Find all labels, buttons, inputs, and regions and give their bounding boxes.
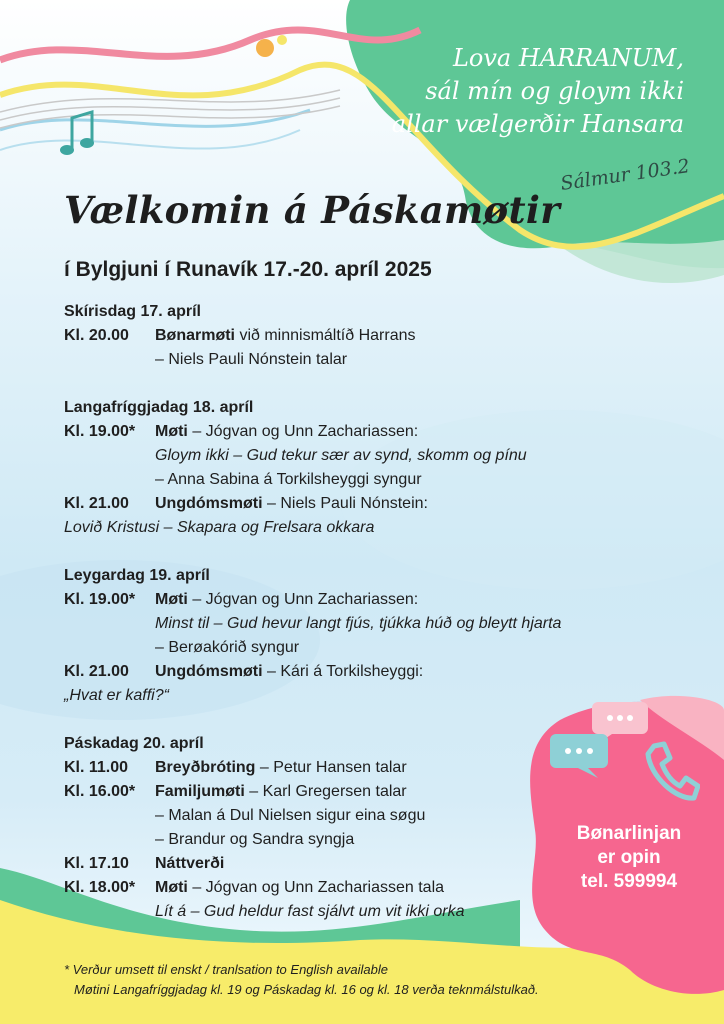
prayer-line-phone: tel. 599994 (580, 871, 678, 892)
event-row (64, 324, 564, 372)
event-extra: – Anna Sabina á Torkilsheyggi syngur (155, 471, 422, 488)
event-theme: Lovið Kristusi – Skapara og Frelsara okkara (64, 519, 375, 536)
event-description (155, 420, 564, 492)
event-row (64, 756, 564, 780)
page-title: Vælkomin á Páskamøtir (64, 188, 561, 232)
event-detail: – Jógvan og Unn Zachariassen tala (187, 879, 445, 896)
event-theme: „Hvat er kaffi?“ (64, 687, 169, 704)
day-name: Páskadag 20. apríl (64, 735, 204, 752)
event-name: Familjumøti (155, 783, 245, 800)
event-theme: Gloym ikki – Gud tekur sær av synd, skomm og pínu (155, 447, 527, 464)
event-theme: Minst til – Gud hevur langt fjús, tjúkka húð og bleytt hjarta (155, 615, 562, 632)
event-detail: – Jógvan og Unn Zachariassen: (187, 591, 419, 608)
day-name: Leygardag 19. apríl (64, 567, 210, 584)
event-description (155, 876, 564, 924)
day-name: Skírisdag 17. apríl (64, 303, 201, 320)
event-time: Kl. 16.00* (64, 783, 136, 800)
event-extra: – Malan á Dul Nielsen sigur eina søgu (155, 807, 426, 824)
quote-line: allar vælgerðir Hansara (391, 110, 684, 138)
event-detail: – Kári á Torkilsheyggi: (262, 663, 424, 680)
event-name: Náttverði (155, 855, 225, 872)
event-extra: – Brandur og Sandra syngja (155, 831, 355, 848)
event-row (64, 852, 564, 876)
event-time: Kl. 19.00* (64, 591, 136, 608)
program-schedule (64, 300, 564, 948)
event-row (64, 588, 564, 660)
quote-line: sál mín og gloym ikki (425, 77, 684, 105)
day-block (64, 564, 564, 708)
event-time: Kl. 18.00* (64, 879, 136, 896)
event-description (155, 324, 564, 372)
event-time: Kl. 11.00 (64, 759, 129, 776)
event-description (155, 588, 564, 660)
event-theme-row (64, 684, 564, 708)
event-name: Møti (155, 591, 188, 608)
event-row (64, 420, 564, 492)
event-description (155, 780, 564, 852)
event-row (64, 876, 564, 924)
event-name: Ungdómsmøti (155, 663, 263, 680)
event-name: Møti (155, 423, 188, 440)
event-description (155, 492, 564, 516)
event-detail: – Petur Hansen talar (255, 759, 407, 776)
event-time: Kl. 19.00* (64, 423, 136, 440)
day-block (64, 300, 564, 372)
bible-quote (384, 42, 684, 141)
event-detail: við minnismáltíð Harrans (235, 327, 416, 344)
prayer-line-text: Bønarlinjan (576, 823, 682, 844)
event-row (64, 492, 564, 516)
event-row (64, 660, 564, 684)
event-detail: – Jógvan og Unn Zachariassen: (187, 423, 419, 440)
event-row (64, 516, 564, 540)
event-time: Kl. 21.00 (64, 663, 129, 680)
quote-reference: Sálmur 103.2 (558, 155, 691, 195)
page-subtitle: í Bylgjuni í Runavík 17.-20. apríl 2025 (64, 258, 432, 281)
event-time: Kl. 21.00 (64, 495, 129, 512)
event-description (155, 660, 564, 684)
event-time: Kl. 17.10 (64, 855, 129, 872)
footnote-line: * Verður umsett til enskt / tranlsation to English available (64, 962, 388, 977)
event-description (155, 852, 564, 876)
phone-icon (640, 740, 700, 804)
event-extra: – Berøakórið syngur (155, 639, 300, 656)
day-block (64, 396, 564, 540)
event-detail: – Niels Pauli Nónstein: (262, 495, 428, 512)
event-name: Breyðbróting (155, 759, 256, 776)
event-row (64, 684, 564, 708)
event-name: Ungdómsmøti (155, 495, 263, 512)
day-block (64, 732, 564, 924)
event-theme: Lít á – Gud heldur fast sjálvt um vit ikki orka (155, 903, 465, 920)
prayer-line-info (553, 822, 705, 894)
footnote (64, 960, 704, 1000)
event-extra: – Niels Pauli Nónstein talar (155, 351, 348, 368)
event-detail: – Karl Gregersen talar (244, 783, 407, 800)
day-name: Langafríggjadag 18. apríl (64, 399, 254, 416)
event-theme-row (64, 516, 564, 540)
event-time: Kl. 20.00 (64, 327, 129, 344)
event-name: Bønarmøti (155, 327, 235, 344)
event-description (155, 756, 564, 780)
music-note-icon (58, 110, 98, 160)
footnote-line: Møtini Langafríggjadag kl. 19 og Páskadag kl. 16 og kl. 18 verða teknmálstulkað. (74, 982, 539, 997)
quote-line: Lova HARRANUM, (452, 44, 684, 72)
event-name: Møti (155, 879, 188, 896)
prayer-line-text: er opin (597, 847, 661, 868)
event-row (64, 780, 564, 852)
